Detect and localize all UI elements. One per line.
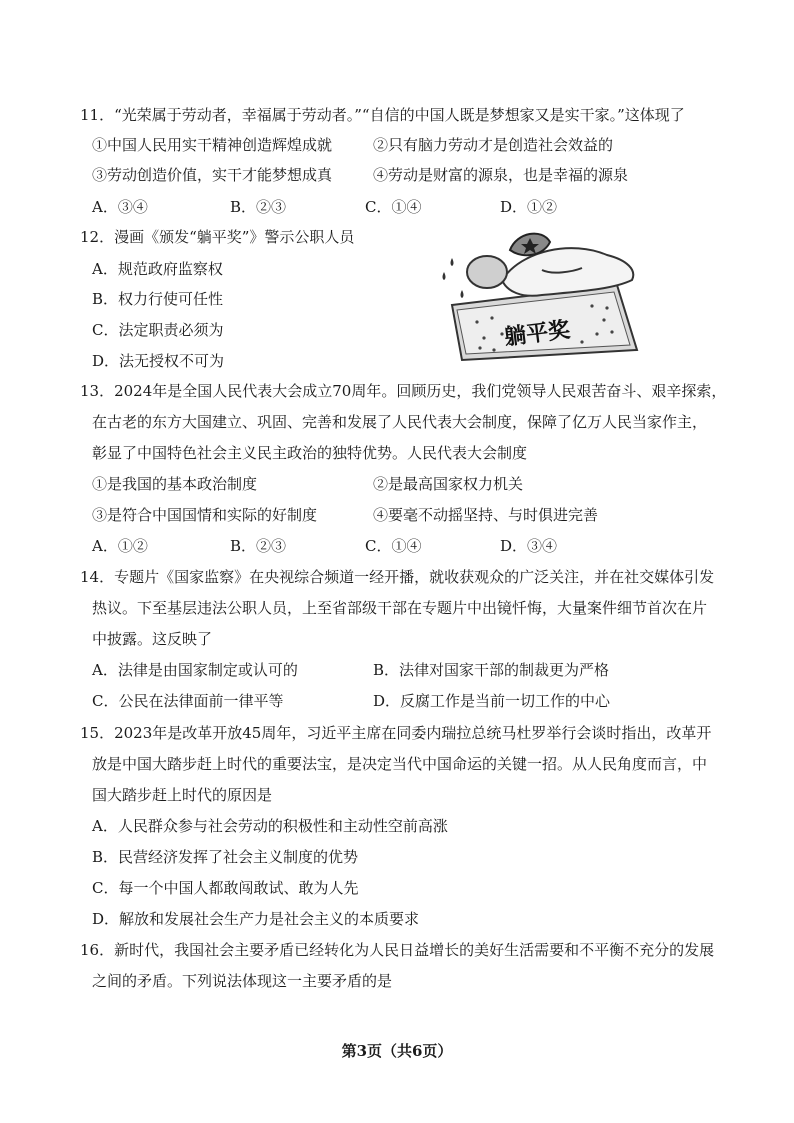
q13-statement-3: ③是符合中国国情和实际的好制度 [92, 506, 318, 524]
q15-option-c: C．每一个中国人都敢闯敢试、敢为人先 [92, 879, 359, 897]
q11-statement-4: ④劳动是财富的源泉，也是幸福的源泉 [373, 166, 629, 184]
q14-stem-line-2: 热议。下至基层违法公职人员，上至省部级干部在专题片中出镜忏悔，大量案件细节首次在片 [92, 599, 708, 617]
q15-stem-line-3: 国大踏步赶上时代的原因是 [92, 786, 273, 804]
q11-statement-3: ③劳动创造价值，实干才能梦想成真 [92, 166, 333, 184]
q14-option-c: C．公民在法律面前一律平等 [92, 692, 284, 710]
q15-option-b: B．民营经济发挥了社会主义制度的优势 [92, 848, 359, 866]
q13-statement-1: ①是我国的基本政治制度 [92, 475, 258, 493]
q11-option-d: D．①② [500, 198, 558, 216]
q11-stem: 11．“光荣属于劳动者，幸福属于劳动者。”“自信的中国人既是梦想家又是实干家。”这体现了 [80, 106, 685, 124]
q13-option-a: A．①② [92, 537, 148, 555]
q14-stem-line-3: 中披露。这反映了 [92, 630, 213, 648]
q12-option-c: C．法定职责必须为 [92, 321, 224, 339]
q11-statement-1: ①中国人民用实干精神创造辉煌成就 [92, 136, 333, 154]
q14-option-b: B．法律对国家干部的制裁更为严格 [373, 661, 610, 679]
q16-stem-line-2: 之间的矛盾。下列说法体现这一主要矛盾的是 [92, 972, 393, 990]
q11-statement-2: ②只有脑力劳动才是创造社会效益的 [373, 136, 614, 154]
cartoon-award-text: 躺平奖 [502, 317, 572, 351]
q14-option-a: A．法律是由国家制定或认可的 [92, 661, 298, 679]
q16-stem-line-1: 16．新时代，我国社会主要矛盾已经转化为人民日益增长的美好生活需要和不平衡不充分的发展 [80, 941, 715, 959]
q15-option-d: D．解放和发展社会生产力是社会主义的本质要求 [92, 910, 420, 928]
page-footer: 第3页（共6页） [341, 1042, 453, 1060]
q13-option-c: C．①④ [365, 537, 422, 555]
lying-flat-award-cartoon [432, 210, 642, 370]
q15-stem-line-2: 放是中国大踏步赶上时代的重要法宝，是决定当代中国命运的关键一招。从人民角度而言，中 [92, 755, 708, 773]
q12-option-a: A．规范政府监察权 [92, 260, 223, 278]
q14-option-d: D．反腐工作是当前一切工作的中心 [373, 692, 611, 710]
q11-option-a: A．③④ [92, 198, 148, 216]
q13-stem-line-3: 彰显了中国特色社会主义民主政治的独特优势。人民代表大会制度 [92, 444, 528, 462]
q12-option-b: B．权力行使可任性 [92, 290, 224, 308]
q11-option-b: B．②③ [230, 198, 287, 216]
q13-stem-line-2: 在古老的东方大国建立、巩固、完善和发展了人民代表大会制度，保障了亿万人民当家作主， [92, 413, 708, 431]
q12-stem: 12．漫画《颁发“躺平奖”》警示公职人员 [80, 228, 355, 246]
q15-stem-line-1: 15．2023年是改革开放45周年，习近平主席在同委内瑞拉总统马杜罗举行会谈时指出，改革开 [80, 724, 712, 742]
q13-statement-2: ②是最高国家权力机关 [373, 475, 524, 493]
q13-option-d: D．③④ [500, 537, 558, 555]
q11-option-c: C．①④ [365, 198, 422, 216]
q12-option-d: D．法无授权不可为 [92, 352, 225, 370]
q13-statement-4: ④要毫不动摇坚持、与时俱进完善 [373, 506, 599, 524]
q14-stem-line-1: 14．专题片《国家监察》在央视综合频道一经开播，就收获观众的广泛关注，并在社交媒体引发 [80, 568, 715, 586]
q13-option-b: B．②③ [230, 537, 287, 555]
q13-stem-line-1: 13．2024年是全国人民代表大会成立70周年。回顾历史，我们党领导人民艰苦奋斗、艰辛探索， [80, 382, 727, 400]
q15-option-a: A．人民群众参与社会劳动的积极性和主动性空前高涨 [92, 817, 448, 835]
